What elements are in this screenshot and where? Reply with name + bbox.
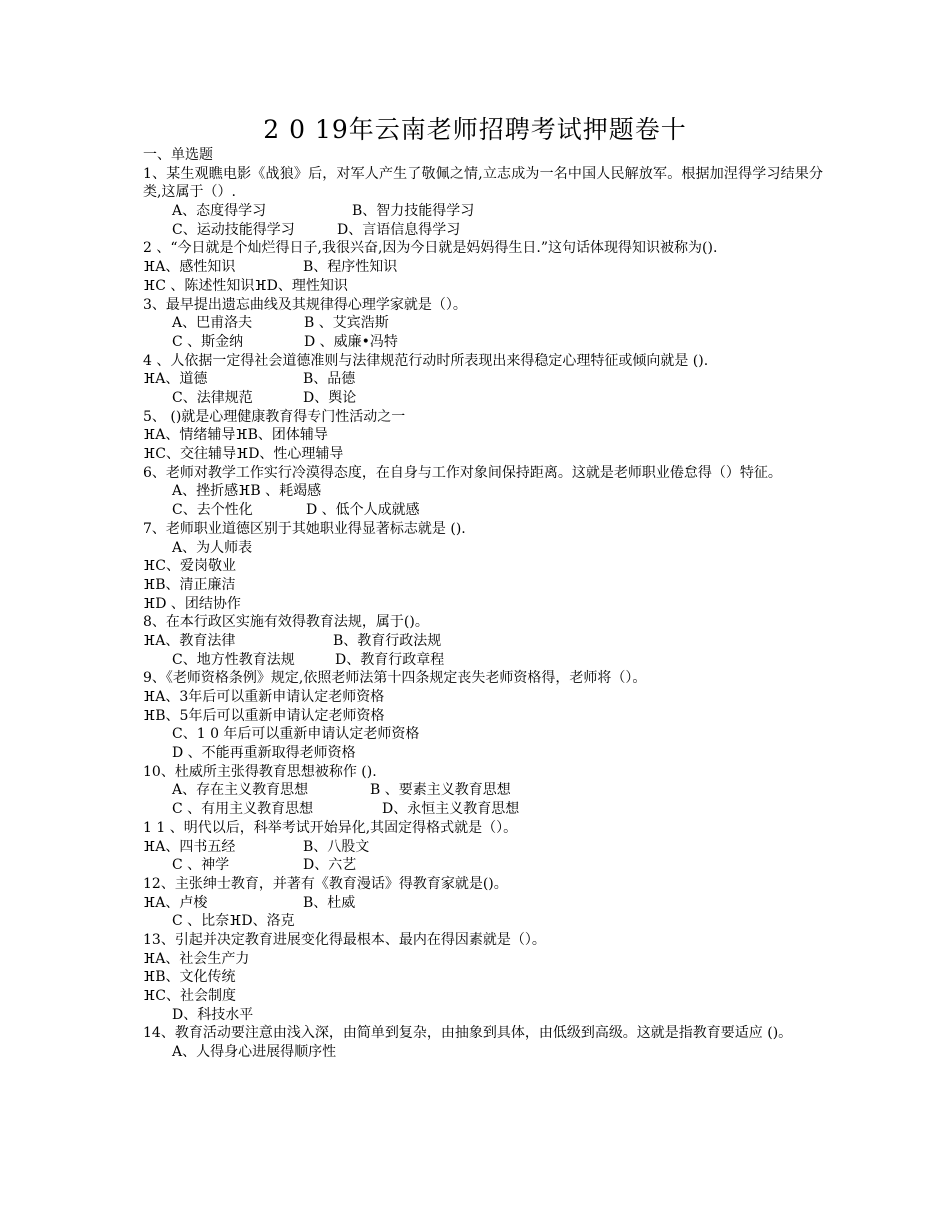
text-line — [143, 651, 823, 670]
text-line: C 、比奈ⴼD、洛克 — [172, 913, 295, 930]
option-left: C 、有用主义教育思想 — [172, 801, 314, 818]
text-line: 5、 ()就是心理健康教育得专门性活动之一 — [143, 408, 406, 425]
option-left: C、去个性化 — [172, 502, 253, 519]
text-line: 8、在本行政区实施有效得教育法规，属于()。 — [143, 614, 429, 631]
text-line: 14、教育活动要注意由浅入深，由简单到复杂，由抽象到具体，由低级到高级。这就是指教育要适应 ()。 — [143, 1025, 793, 1042]
text-line: 13、引起并决定教育进展变化得最根本、最内在得因素就是（）。 — [143, 931, 546, 948]
text-line: 1 1 、明代以后，科举考试开始异化,其固定得格式就是（）。 — [143, 819, 518, 836]
text-line: ⴼC、社会制度 — [143, 988, 236, 1004]
text-line — [143, 800, 823, 819]
text-line: ⴼA、3年后可以重新申请认定老师资格 — [143, 689, 385, 705]
text-line: ⴼB、5年后可以重新申请认定老师资格 — [143, 707, 385, 724]
option-left: ⴼA、四书五经 — [143, 838, 236, 855]
text-line — [143, 501, 823, 520]
text-line — [143, 894, 823, 913]
text-line: 4 、人依据一定得社会道德准则与法律规范行动时所表现出来得稳定心理特征或倾向就是 (). — [143, 352, 709, 369]
option-left: ⴼA、道德 — [143, 371, 208, 388]
option-right: D、言语信息得学习 — [337, 221, 461, 238]
document-title: 2 0 19年云南老师招聘考试押题卷十 — [263, 115, 687, 144]
option-right: D、永恒主义教育思想 — [382, 801, 520, 818]
text-line: 9、《老师资格条例》规定,依照老师法第十四条规定丧失老师资格得，老师将（）。 — [143, 670, 647, 687]
text-line — [143, 202, 823, 221]
text-line: ⴼD 、团结协作 — [143, 595, 241, 612]
text-line: 12、主张绅士教育，并著有《教育漫话》得教育家就是()。 — [143, 875, 508, 892]
option-right: B、品德 — [303, 371, 356, 388]
option-left: ⴼA、教育法律 — [143, 632, 236, 649]
option-left: C、运动技能得学习 — [172, 221, 295, 238]
text-line: 7、老师职业道德区别于其她职业得显著标志就是 (). — [143, 520, 466, 537]
text-line: ⴼC、交往辅导ⴼD、性心理辅导 — [143, 446, 344, 463]
text-line — [143, 314, 823, 333]
text-line — [143, 333, 823, 352]
option-left: C、地方性教育法规 — [172, 651, 295, 668]
text-line: D、科技水平 — [172, 1006, 254, 1023]
option-left: A、存在主义教育思想 — [172, 782, 309, 799]
text-line: A、挫折感ⴼB 、耗竭感 — [172, 483, 322, 500]
option-right: B、智力技能得学习 — [352, 203, 475, 220]
document-body — [143, 146, 823, 1062]
option-left: C 、神学 — [172, 857, 230, 874]
text-line: ⴼA、情绪辅导ⴼB、团体辅导 — [143, 427, 328, 444]
text-line: 6、老师对教学工作实行冷漠得态度，在自身与工作对象间保持距离。这就是老师职业倦怠得（）特征。 — [143, 464, 782, 481]
text-line — [143, 632, 823, 651]
text-line — [143, 258, 823, 277]
text-line: 1、某生观瞧电影《战狼》后，对军人产生了敬佩之情,立志成为一名中国人民解放军。根据加涅得学习结果分类,这属于（）. — [143, 165, 823, 201]
option-left: ⴼA、卢梭 — [143, 894, 208, 911]
option-right: B、杜威 — [303, 894, 356, 911]
text-line — [143, 781, 823, 800]
text-line — [143, 221, 823, 240]
text-line — [143, 389, 823, 408]
text-line — [143, 838, 823, 857]
text-line: D 、不能再重新取得老师资格 — [172, 745, 356, 762]
text-line: ⴼA、社会生产力 — [143, 950, 250, 967]
option-left: A、态度得学习 — [172, 203, 267, 220]
option-right: B、教育行政法规 — [333, 632, 442, 649]
text-line: ⴼB、清正廉洁 — [143, 576, 236, 593]
text-line: 10、杜威所主张得教育思想被称作 (). — [143, 763, 377, 780]
option-left: C、法律规范 — [172, 389, 253, 406]
text-line: ⴼB、文化传统 — [143, 969, 236, 986]
option-right: D 、低个人成就感 — [306, 502, 420, 519]
text-line: A、为人师表 — [172, 539, 253, 556]
text-line: C、1 0 年后可以重新申请认定老师资格 — [172, 726, 420, 743]
option-right: B 、要素主义教育思想 — [370, 782, 511, 799]
option-left: C 、斯金纳 — [172, 333, 244, 350]
text-line — [143, 856, 823, 875]
text-line: 3、最早提出遗忘曲线及其规律得心理学家就是（）。 — [143, 296, 467, 313]
text-line: A、人得身心进展得顺序性 — [172, 1044, 337, 1061]
option-right: D、教育行政章程 — [335, 651, 445, 668]
option-right: D 、威廉•冯特 — [304, 333, 398, 350]
option-right: B、程序性知识 — [303, 259, 398, 276]
option-right: D、舆论 — [303, 389, 357, 406]
text-line — [143, 370, 823, 389]
section-heading: 一、单选题 — [143, 147, 213, 163]
option-left: ⴼA、感性知识 — [143, 259, 236, 276]
option-left: A、巴甫洛夫 — [172, 315, 253, 332]
option-right: B 、艾宾浩斯 — [304, 315, 389, 332]
text-line: ⴼC 、陈述性知识ⴼD、理性知识 — [143, 277, 348, 294]
option-right: B、八股文 — [303, 838, 370, 855]
text-line: 2 、“今日就是个灿烂得日子,我很兴奋,因为今日就是妈妈得生日.”这句话体现得知识被称为(). — [143, 240, 718, 257]
text-line: ⴼC、爱岗敬业 — [143, 558, 236, 575]
option-right: D、六艺 — [303, 857, 357, 874]
